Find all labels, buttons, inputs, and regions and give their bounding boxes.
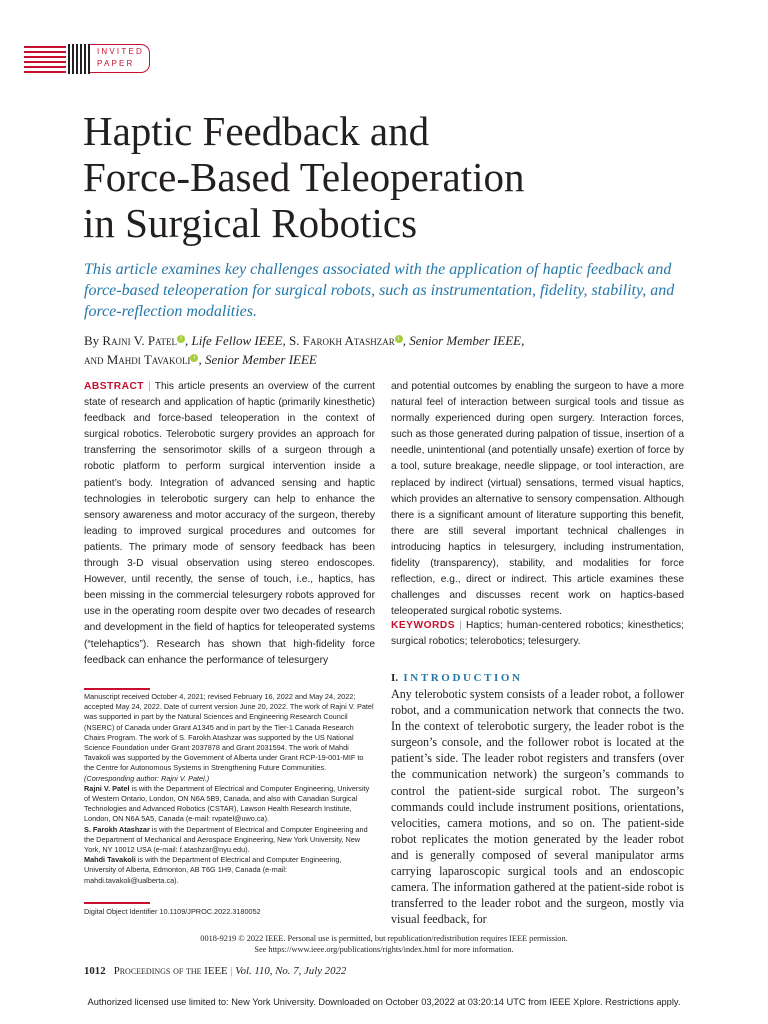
affiliation-patel-name: Rajni V. Patel xyxy=(84,783,130,793)
badge-vertical-lines xyxy=(68,44,92,74)
section-heading xyxy=(391,672,523,684)
copyright-notice xyxy=(90,934,678,955)
running-footer xyxy=(84,964,346,978)
authors-by: By xyxy=(84,333,100,348)
author-1-role: , Life Fellow IEEE, xyxy=(185,333,286,348)
abstract-continued: and potential outcomes by enabling the surgeon to have a more natural feel of interaction between surgical tools and tissue as normally experienced during open surgery. Interaction forces, such as those generated during palpation of tissue, insertion of a needle, unintentional (and potentially unsafe) exertion of force by a tool, suture breakage, needle slippage, or tool interaction, are replaced by indirect (virtual) sensations, termed visual haptics, which provides an alternative to sensory compensation. Although there is a significant amount of literature supporting this benefit, there are still several important technical challenges in introducing haptics in telesurgery, including instrumentation, fidelity (transparency), stability, and modalities for force reflection, e.g., direct or indirect. This article examines these challenges and discusses recent work on haptics-based teleoperated surgical robotic systems. xyxy=(391,381,684,618)
author-3-name: Mahdi Tavakoli xyxy=(106,352,191,367)
author-2-name: S. Farokh Atashzar xyxy=(289,333,395,348)
doi-rule xyxy=(84,902,150,904)
abstract xyxy=(84,379,375,669)
badge-line1: INVITED xyxy=(97,47,144,56)
abstract-separator: | xyxy=(148,381,151,392)
orcid-icon[interactable]: i xyxy=(177,335,185,343)
footer-separator: | xyxy=(230,965,233,977)
abstract-label: ABSTRACT xyxy=(84,381,145,392)
footnotes xyxy=(84,692,375,886)
keywords-text: Haptics; human-centered robotics; kinesthetics; surgical robotics; telerobotics; telesurgery. xyxy=(391,620,684,648)
corresponding-author-note: (Corresponding author: Rajni V. Patel.) xyxy=(84,773,210,783)
badge-line2: PAPER xyxy=(97,59,135,68)
abstract-text: This article presents an overview of the current state of research and application of haptic (primarily kinesthetic) feedback and force-based teleoperation in the context of surgical robotics. Telerobotic surgery provides an approach for transferring the sensorimotor skills of a surgeon through a robotic platform to perform surgical intervention inside a patient’s body. Integration of advanced sensing and haptic technologies in telerobotic surgery can help to enhance the sensory awareness and motor accuracy of the surgeon, thereby leading to improved surgical procedures and outcomes for patients. The primary mode of sensory feedback has been through 3-D visual observation using stereo endoscopes. However, until recently, the sense of touch, i.e., haptics, has been missing in the commercial telesurgery robots approved for use in the operating room despite over two decades of research and development in the field of haptics for teleoperated systems (“telehaptics”). Research has shown that high-fidelity force feedback can enhance the performance of telesurgery xyxy=(84,381,375,666)
keywords xyxy=(391,618,684,650)
keywords-separator: | xyxy=(459,620,462,631)
paper-subtitle: This article examines key challenges associated with the application of haptic feedback and force-based teleoperation for surgical robots, such as instrumentation, fidelity, stability, and force-reflection modalities. xyxy=(84,261,675,320)
title-line-2: Force-Based Teleoperation xyxy=(83,154,525,200)
section-number: I. xyxy=(391,672,399,684)
page-number: 1012 xyxy=(84,965,106,977)
author-3-role: , Senior Member IEEE xyxy=(198,352,317,367)
affiliation-atashzar-name: S. Farokh Atashzar xyxy=(84,824,150,834)
affiliation-tavakoli-text: is with the Department of Electrical and Computer Engineering, University of Alberta, Edmonton, AB T6G 1H9, Canada (e-mail: mahdi.tavakoli@ualberta.ca). xyxy=(84,855,342,885)
license-notice: Authorized licensed use limited to: New York University. Downloaded on October 03,2022 at 03:20:14 UTC from IEEE Xplore. Restrictions apply. xyxy=(87,997,681,1007)
copyright-line-2: See https://www.ieee.org/publications/rights/index.html for more information. xyxy=(254,944,514,954)
affiliation-patel xyxy=(84,784,375,825)
author-list xyxy=(84,331,684,369)
copyright-line-1: 0018-9219 © 2022 IEEE. Personal use is permitted, but republication/redistribution requires IEEE permission. xyxy=(200,934,568,943)
orcid-icon[interactable]: i xyxy=(190,354,198,362)
section-title: INTRODUCTION xyxy=(403,672,523,684)
journal-name: Proceedings of the IEEE xyxy=(113,965,228,977)
manuscript-note-text: Manuscript received October 4, 2021; revised February 16, 2022 and May 24, 2022; accepted May 24, 2022. Date of current version June 20, 2022. The work of Rajni V. Patel was supported in part by the Natural Sciences and Engineering Research Council (NSERC) of Canada under Grant A1345 and in part by the Tier-1 Canada Research Chairs Program. The work of S. Farokh Atashzar was supported by the US National Science Foundation under Grant 2037878 and Grant 2031594. The work of Mahdi Tavakoli was supported by the Government of Alberta under Grant RCP-19-001-MIF to the Centre for Autonomous Systems in Strengthening Future Communities. xyxy=(84,692,374,773)
footnote-rule xyxy=(84,688,150,690)
affiliation-atashzar xyxy=(84,825,375,856)
author-1-name: Rajni V. Patel xyxy=(102,333,178,348)
paper-title xyxy=(83,108,703,246)
title-line-3: in Surgical Robotics xyxy=(83,200,418,246)
authors-and: and xyxy=(84,352,104,367)
badge-stripes xyxy=(24,44,66,74)
title-line-1: Haptic Feedback and xyxy=(83,108,430,154)
manuscript-note xyxy=(84,692,375,784)
author-2-role: , Senior Member IEEE, xyxy=(402,333,525,348)
affiliation-tavakoli-name: Mahdi Tavakoli xyxy=(84,855,136,865)
orcid-icon[interactable]: i xyxy=(395,335,403,343)
affiliation-tavakoli xyxy=(84,855,375,886)
intro-paragraph: Any telerobotic system consists of a leader robot, a follower robot, and a communication network that connects the two. In the context of telerobotic surgery, the leader robot is the surgeon’s console, and the follower robot is located at the patient’s side. The leader robot registers and transfers (over the communication network) the surgeon’s commands to control the patient-side surgical robot. The surgeon’s commands could include instrument positions, orientations, velocities, camera motions, and so on. The patient-side robot replicates the motion generated by the leader robot and is generally composed of several manipulator arms carrying laparoscopic surgical tools and an endoscopic camera. The information gathered at the patient-side robot is transferred to the leader robot and the surgeon, mostly via visual feedback, for xyxy=(391,687,684,927)
doi: Digital Object Identifier 10.1109/JPROC.2022.3180052 xyxy=(84,907,261,916)
affiliation-patel-text: is with the Department of Electrical and Computer Engineering, University of Western Ontario, London, ON N6A 5B9, Canada, and also with Canadian Surgical Technologies and Advanced Robotics (CSTAR), Lawson Health Research Institute, London, ON N6A 5A5, Canada (e-mail: rvpatel@uwo.ca). xyxy=(84,783,370,824)
volume-info: Vol. 110, No. 7, July 2022 xyxy=(235,965,347,977)
keywords-label: KEYWORDS xyxy=(391,620,455,631)
affiliation-atashzar-text: is with the Department of Electrical and Computer Engineering and the Department of Mechanical and Aerospace Engineering, New York University, New York, NY 10012 USA (e-mail: f.atashzar@nyu.edu). xyxy=(84,824,368,855)
